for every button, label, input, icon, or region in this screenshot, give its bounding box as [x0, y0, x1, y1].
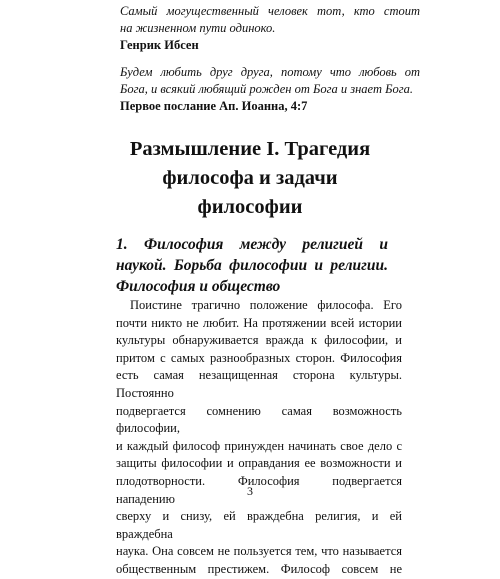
epigraph-line: Бога, и всякий любящий рожден от Бога и знает Бога.	[120, 82, 413, 96]
epigraph-text	[120, 3, 420, 37]
epigraph-source: Первое послание Ап. Иоанна, 4:7	[120, 99, 308, 113]
body-line: есть самая незащищенная сторона культуры. Постоянно	[116, 368, 402, 400]
chapter-title-line: Размышление I. Трагедия	[129, 138, 371, 160]
epigraph-source: Генрик Ибсен	[120, 38, 199, 52]
section-title-line: 1. Философия между религией и	[116, 236, 388, 253]
chapter-title-line: философии	[197, 196, 303, 218]
chapter-title	[60, 135, 440, 222]
body-line: и каждый философ принужден начинать свое дело с	[116, 438, 402, 453]
body-line: культуры обнаруживается вражда к философии, и	[116, 333, 402, 348]
section-title-line: Философия и общество	[116, 278, 281, 295]
body-line: сверху и снизу, ей враждебна религия, и ей враждебна	[116, 509, 402, 541]
chapter-title-line: философа и задачи	[162, 167, 338, 189]
page-number: 3	[247, 484, 253, 498]
epigraph-john	[120, 64, 420, 115]
epigraph-line: Будем любить друг друга, потому что любовь от	[120, 65, 420, 79]
epigraph-text	[120, 64, 420, 98]
body-line: Поистине трагично положение философа. Его	[130, 298, 402, 312]
epigraph-ibsen	[120, 3, 420, 54]
section-title-line: наукой. Борьба философии и религии.	[116, 257, 388, 274]
body-line: подвергается сомнению самая возможность философии,	[116, 403, 402, 436]
body-line: почти никто не любит. На протяжении всей истории	[116, 315, 402, 330]
body-line: наука. Она совсем не пользуется тем, что называется	[116, 544, 402, 559]
body-line: защиты философии и оправдания ее возможности и	[116, 456, 402, 471]
body-line: плодотворности. Философия подвергается нападению	[116, 473, 402, 506]
epigraph-line: Самый могущественный человек тот, кто стоит	[120, 4, 420, 18]
body-line: притом с самых разнообразных сторон. Философия	[116, 350, 402, 365]
epigraph-line: на жизненном пути одиноко.	[120, 21, 276, 35]
section-title	[116, 234, 388, 297]
body-paragraph	[116, 297, 402, 579]
body-line: общественным престижем. Философ совсем не	[116, 561, 402, 576]
